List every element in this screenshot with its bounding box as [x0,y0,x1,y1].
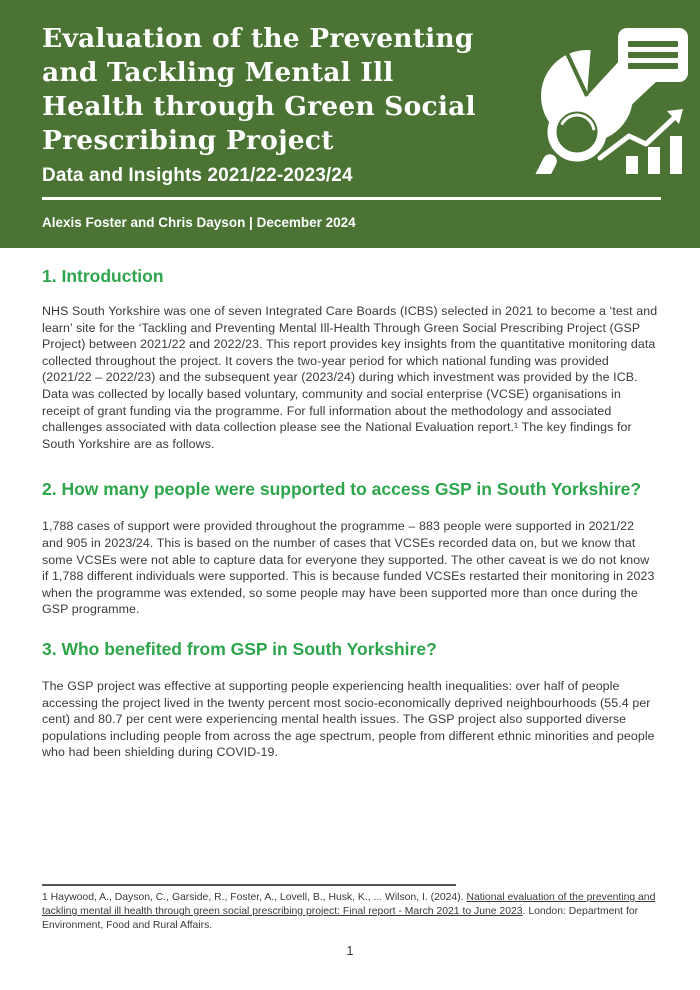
footnote-divider [42,884,456,886]
footnote-suffix: . London: Department for Environment, Food and Rural Affairs. [42,905,639,931]
footnote-link[interactable]: National evaluation of the preventing and tackling mental ill health through green social prescribing project: Final report - March 2021 to June 2023 [42,892,656,917]
section-text-introduction: NHS South Yorkshire was one of seven Integrated Care Boards (ICBS) selected in 2021 to become a ‘test and learn’ site for the ‘Tackling and Preventing Mental Ill-Health Through Green Social Prescribing Project (GSP Project) between 2021/22 and 2022/23. This report provides key insights from the quantitative monitoring data collected throughout the project. It covers the two-year period for which national funding was provided (2021/22 – 2022/23) and the subsequent year (2023/24) during which investment was provided by the ICB. Data was collected by locally based voluntary, community and social enterprise (VCSE) organisations in receipt of grant funding via the programme. For full information about the methodology and associated challenges associated with data collection please see the National Evaluation report.¹ The key findings for South Yorkshire are as follows. [42,304,658,451]
section-heading-introduction: 1. Introduction [42,266,164,286]
footnote [42,891,658,932]
section-text-who-benefited: The GSP project was effective at supporting people experiencing health inequalities: over half of people accessing the project lived in the twenty percent most socio-economically deprived neighbourhoods (55.4 per cent) and 80.7 per cent were experiencing mental health issues. The GSP project also supported diverse populations including people from across the age spectrum, people from different ethnic minorities and people who had been shielding during COVID-19. [42,678,655,760]
report-body [0,248,700,761]
section-who-benefited [42,638,658,761]
page-number: 1 [346,944,354,958]
section-text-how-many-supported: 1,788 cases of support were provided throughout the programme – 883 people were supported in 2021/22 and 905 in 2023/24. This is based on the number of cases that VCSEs recorded data on, but we know that some VCSEs were not able to capture data for everyone they supported. The other caveat is we do not know if 1,788 different individuals were supported. This is because funded VCSEs restarted their monitoring in 2023 when the programme was extended, so some people may have been supported more than once during the GSP programme. [42,519,655,617]
footnote-prefix: 1 Haywood, A., Dayson, C., Garside, R., Foster, A., Lovell, B., Husk, K., ... Wilson, I. (2024). [42,892,467,903]
report-header [0,0,700,248]
report-title [42,22,476,158]
section-heading-who-benefited: 3. Who benefited from GSP in South Yorkshire? [42,638,437,659]
section-heading-how-many-supported: 2. How many people were supported to access GSP in South Yorkshire? [42,479,642,500]
report-title-line: Health through Green Social [42,91,476,122]
bar-chart-icon [626,136,682,174]
report-title-line: Prescribing Project [42,125,334,156]
magnifier-icon [530,107,602,174]
report-subtitle: Data and Insights 2021/22-2023/24 [42,165,353,186]
header-divider [42,197,661,200]
section-introduction [42,265,658,452]
report-title-line: Evaluation of the Preventing [42,23,474,54]
research-analytics-icon [530,24,690,174]
report-title-line: and Tackling Mental Ill [42,57,394,88]
section-how-many-supported [42,478,658,618]
byline: Alexis Foster and Chris Dayson | December 2024 [42,215,356,230]
speech-bubble-icon [618,28,688,112]
